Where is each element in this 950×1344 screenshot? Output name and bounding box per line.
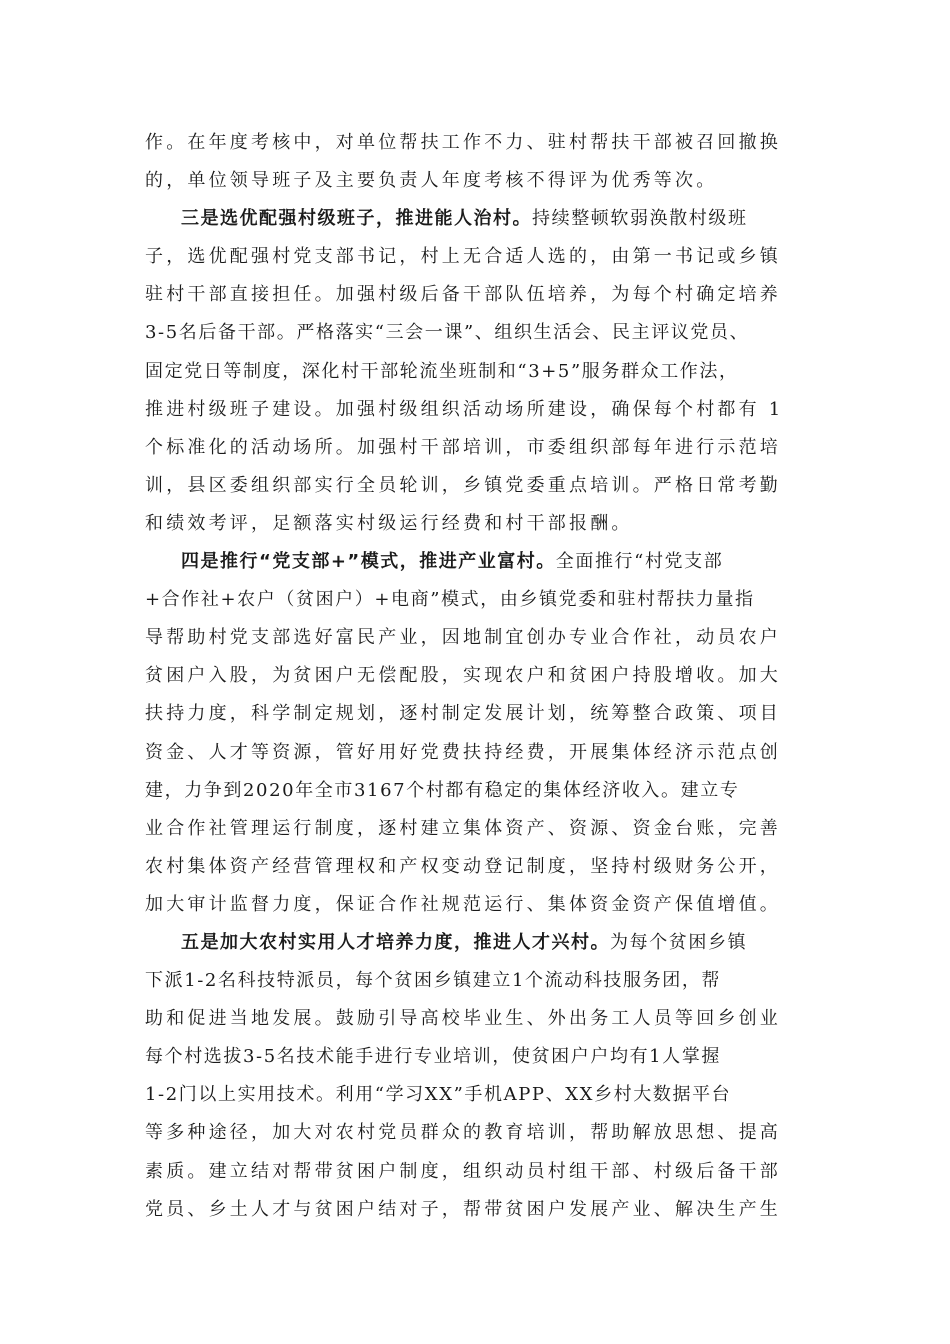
text-line: +合作社+农户（贫困户）+电商”模式，由乡镇党委和驻村帮扶力量指 bbox=[145, 589, 755, 611]
text-line: 个标准化的活动场所。加强村干部培训，市委组织部每年进行示范培 bbox=[145, 436, 781, 458]
text-line: 助和促进当地发展。鼓励引导高校毕业生、外出务工人员等回乡创业 bbox=[145, 1008, 781, 1030]
text-line: 驻村干部直接担任。加强村级后备干部队伍培养，为每个村确定培养 bbox=[145, 284, 781, 306]
text-line: 党员、乡土人才与贫困户结对子，帮带贫困户发展产业、解决生产生 bbox=[145, 1198, 781, 1220]
paragraph bbox=[145, 924, 817, 1229]
text-line bbox=[145, 543, 817, 581]
text-line: 1-2门以上实用技术。利用“学习XX”手机APP、XX乡村大数据平台 bbox=[145, 1084, 732, 1106]
text-line: 导帮助村党支部选好富民产业，因地制宜创办专业合作社，动员农户 bbox=[145, 627, 781, 649]
text-line bbox=[145, 200, 817, 238]
text-line: 每个村选拔3-5名技术能手进行专业培训，使贫困户户均有1人掌握 bbox=[145, 1046, 722, 1068]
text-line: 下派1-2名科技特派员，每个贫困乡镇建立1个流动科技服务团，帮 bbox=[145, 970, 722, 992]
paragraph bbox=[145, 124, 817, 200]
text-line: 3-5名后备干部。严格落实“三会一课”、组织生活会、民主评议党员、 bbox=[145, 322, 750, 344]
text-span: 全面推行“村党支部 bbox=[555, 551, 724, 573]
text-line: 子，选优配强村党支部书记，村上无合适人选的，由第一书记或乡镇 bbox=[145, 246, 781, 268]
paragraph-heading: 四是推行“党支部+”模式，推进产业富村。 bbox=[181, 551, 556, 573]
text-line: 加大审计监督力度，保证合作社规范运行、集体资金资产保值增值。 bbox=[145, 893, 781, 915]
paragraph bbox=[145, 543, 817, 924]
text-line: 农村集体资产经营管理权和产权变动登记制度，坚持村级财务公开， bbox=[145, 855, 781, 877]
text-line: 训，县区委组织部实行全员轮训，乡镇党委重点培训。严格日常考勤 bbox=[145, 474, 781, 496]
text-line: 业合作社管理运行制度，逐村建立集体资产、资源、资金台账，完善 bbox=[145, 817, 781, 839]
text-line bbox=[145, 924, 817, 962]
text-line: 等多种途径，加大对农村党员群众的教育培训，帮助解放思想、提高 bbox=[145, 1122, 781, 1144]
text-line: 扶持力度，科学制定规划，逐村制定发展计划，统筹整合政策、项目 bbox=[145, 703, 781, 725]
text-line: 建，力争到2020年全市3167个村都有稳定的集体经济收入。建立专 bbox=[145, 779, 740, 801]
paragraph-heading: 三是选优配强村级班子，推进能人治村。 bbox=[181, 208, 532, 230]
text-line: 固定党日等制度，深化村干部轮流坐班制和“3+5”服务群众工作法， bbox=[145, 360, 739, 382]
document-body bbox=[145, 124, 817, 1229]
text-line: 的，单位领导班子及主要负责人年度考核不得评为优秀等次。 bbox=[145, 170, 718, 192]
text-line: 素质。建立结对帮带贫困户制度，组织动员村组干部、村级后备干部 bbox=[145, 1160, 781, 1182]
text-line: 作。在年度考核中，对单位帮扶工作不力、驻村帮扶干部被召回撤换 bbox=[145, 132, 781, 153]
text-line: 资金、人才等资源，管好用好党费扶持经费，开展集体经济示范点创 bbox=[145, 741, 781, 763]
text-line: 贫困户入股，为贫困户无偿配股，实现农户和贫困户持股增收。加大 bbox=[145, 665, 781, 687]
text-line: 和绩效考评，足额落实村级运行经费和村干部报酬。 bbox=[145, 512, 633, 534]
text-span: 持续整顿软弱涣散村级班 bbox=[532, 208, 748, 230]
text-line: 推进村级班子建设。加强村级组织活动场所建设，确保每个村都有 1 bbox=[145, 398, 784, 420]
paragraph-heading: 五是加大农村实用人才培养力度，推进人才兴村。 bbox=[181, 931, 610, 953]
text-span: 为每个贫困乡镇 bbox=[610, 931, 748, 953]
paragraph bbox=[145, 200, 817, 543]
